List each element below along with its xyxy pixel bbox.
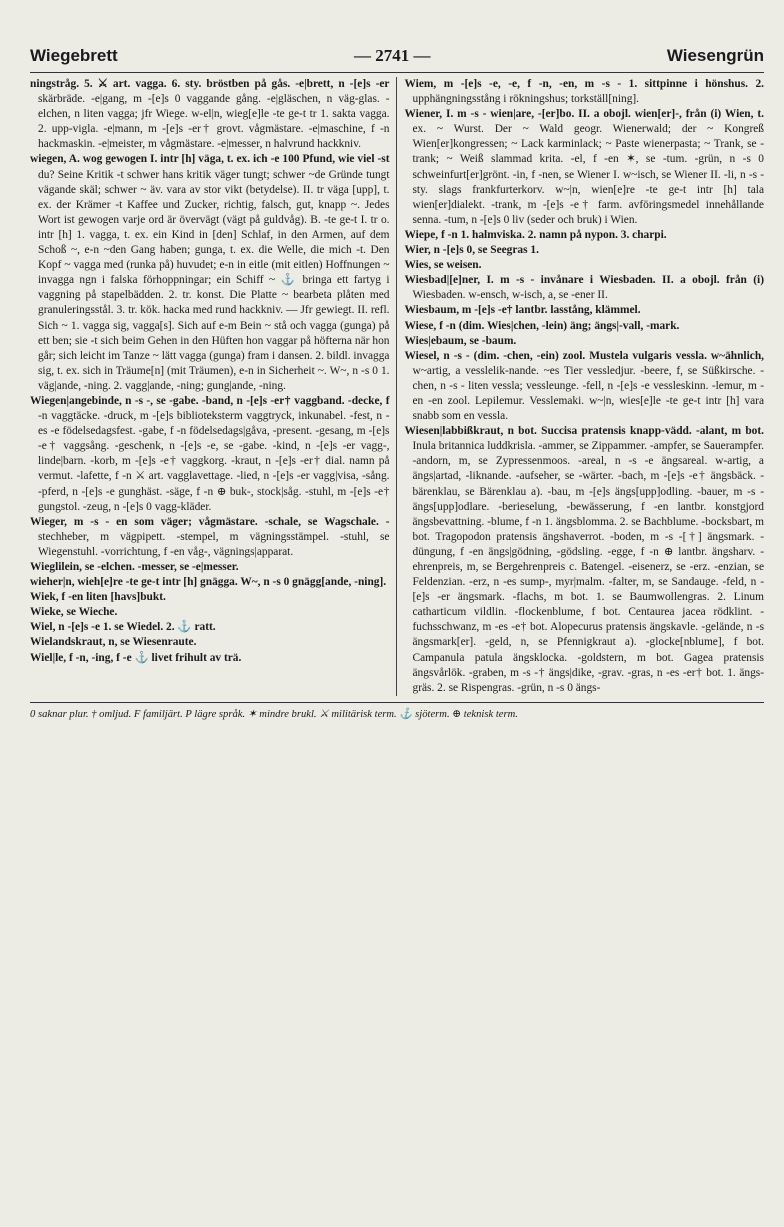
page-number: — 2741 — [354, 46, 431, 65]
entry: Wieger, m -s - en som väger; vågmästare. -schale, se Wagschale. -stechheber, m vägpipett. -stempel, m vägningsstämpel. -stuhl, se Wiegenstuhl. -vorrichtung, f -en våg-, vägnings|apparat. [30, 515, 390, 558]
entry: Wieglilein, se -elchen. -messer, se -e|messer. [30, 561, 239, 573]
entry: ningstråg. 5. ⚔ art. vagga. 6. sty. bröstben på gås. -e|brett, n -[e]s -er skärbräde. -e|gang, m -[e]s 0 vaggande gång. -e|gläschen, n väg-glas. -elchen, n liten vagga; jfr Wiege. w-el|n, wieg[e]le -te ge-t tr 1. sakta vagga. 2. upp-vigla. -e|mann, m -[e]s -er† grovt. vågmästare. -e|maschine, f -n hackmaskin. -e|meister, m vågmästare. -e|messer, n halvrund hackkniv. [30, 78, 390, 151]
entry: Wies|ebaum, se -baum. [404, 334, 517, 347]
entry: Wiepe, f -n 1. halmviska. 2. namn på nypon. 3. charpi. [404, 228, 667, 241]
left-column [30, 77, 396, 696]
header-rule [30, 72, 764, 73]
page-header [30, 46, 764, 66]
entry: Wiesen|labbißkraut, n bot. Succisa pratensis knapp-vädd. -alant, m bot. Inula britannica luddkrisla. -ammer, se Zippammer. -ampfer, se Sauerampfer. -andorn, m, se Zypressenmoos. -areal, n -s -e ängsareal. w-artig, a ängs|artad, -liknande. -aufseher, se -wärter. -bach, m -[e]s -e† ängsbäck. -bärenklau, se Bärenklau a). -bau, m -[e]s ängs[upp]odling. -bauer, m -s - ängs[upp]odlare. -berieselung, -bewässerung, f -en lantbr. konstgjord ängsbevattning. -blume, f -n 1. ängsblomma. 2. se Bachblume. -bocksbart, m bot. Tragopodon pratensis ängshaverrot. -boden, m -s -[†] ängsmark. -düngung, f -en ängs|gödning, -gödsling. -egge, f -n ⊕ lantbr. ängsharv. -ehrenpreis, m, se Bergehrenpreis c. Batengel. -eisenerz, se -erz. -enzian, se Feldenzian. -erz, n -es sump-, myr|malm. -falter, m, se Sandauge. -feld, n -[e]s -er ängsmark. -flachs, m bot. 1. se Baumwollengras. 2. Linum catharticum vildlin. -flockenblume, f bot. Centaurea jacea rödklint. -fuchsschwanz, m -es -e† bot. Alopecurus pratensis ängskavle. -gelände, n -s ängsmark[er]. -geld, n, se Pfennigkraut a). -glocke[nblume], f bot. Campanula patula ängsklocka. -goldstern, m bot. Gagea pratensis ängsvårlök. -graben, m -s -† ängs|dike, -grav. -gras, n -es -er† bot. 1. ängs-gräs. 2. se Rispengras. -grün, n -s 0 ängs- [404, 425, 764, 694]
entry: Wielandskraut, n, se Wiesenraute. [30, 636, 197, 649]
entry: wieher|n, wieh[e]re -te ge-t intr [h] gnägga. W~, n -s 0 gnägg[ande, -ning]. [30, 576, 387, 589]
footer-rule [30, 702, 764, 703]
entry: Wiem, m -[e]s -e, -e, f -n, -en, m -s - 1. sittpinne i hönshus. 2. upphängningsstång i rökningshus; torkställ[ning]. [404, 78, 764, 106]
entry: Wier, n -[e]s 0, se Seegras 1. [404, 244, 539, 257]
entry: Wieke, se Wieche. [30, 606, 118, 619]
entry: Wiese, f -n (dim. Wies|chen, -lein) äng; ängs|-vall, -mark. [404, 319, 680, 332]
entry: Wiesbad|[e]ner, I. m -s - invånare i Wiesbaden. II. a obojl. från (i) Wiesbaden. w-ensch, w-isch, a, se -ener II. [404, 274, 764, 302]
header-right-word: Wiesengrün [666, 46, 764, 65]
entry: Wiegen|angebinde, n -s -, se -gabe. -band, n -[e]s -er† vaggband. -decke, f -n vaggtäcke. -druck, m -[e]s biblioteksterm vaggtryck, inkunabel. -fest, n -es -e födelsedagsfest. -gabe, f -n födelsedags|gåva, -present. -gesang, m -[e]s -e† vaggsång. -geschenk, n -[e]s -e, se -gabe. -kind, n -[e]s -er vagg-, linde|barn. -korb, m -[e]s -e† vaggkorg. -kraut, n -[e]s -er† dial. namn på vermut. -lafette, f -n ⚔ art. vagglavettage. -lied, n -[e]s -er vagg|visa, -sång. -pferd, n -[e]s -e gunghäst. -säge, f -n ⊕ buk-, stock|såg. -stuhl, m -[e]s -e† gungstol. -zeug, n -[e]s 0 vagg-kläder. [30, 394, 390, 513]
columns [30, 77, 764, 696]
entry: Wiek, f -en liten [havs]bukt. [30, 591, 166, 604]
right-column [396, 77, 765, 696]
entry: Wiel, n -[e]s -e 1. se Wiedel. 2. ⚓ ratt. [30, 621, 216, 634]
header-left-word: Wiegebrett [30, 46, 118, 65]
entry: wiegen, A. wog gewogen I. intr [h] väga, t. ex. ich -e 100 Pfund, wie viel -st du? Seine Kritik -t schwer hans kritik väger tungt; schwer ~de Gründe tungt vägande skäl; schwer ~ äv. vara av stor vikt (betydelse). II. tr väga [upp], t. ex. der Krämer -t Kaffee und Zucker, richtig, falsch, gut, knapp ~. Jedes Wort ist gewogen varje ord är övervägt (vägt på guldvåg). B. -te ge-t I. tr o. intr [h] 1. vagga, t. ex. ein Kind in [den] Schlaf, in den Armen, auf dem Schoß ~, e-n ~den Gang haben; gunga, t. ex. die Welle, die mich -t. Den Kopf ~ vagga med (runka på) huvudet; e-n in eitle (mit eitlen) Hoffnungen ~ invagga ngn i falska förhoppningar; ein Schiff ~ ⚓ bringa ett fartyg i vaggning på stapelbädden. 2. tr. konst. Die Platte ~ bearbeta plåten med granuleringsstål. 3. tr. kök. hacka med rund hackkniv. — Jfr gewiegt. II. refl. Sich ~ 1. vagga sig, vagga[s]. Sich auf e-m Bein ~ stå och vagga (gunga) på ett ben; sie -t sich beim Gehen in den Hüften hon vaggar på höfterna när hon går; sich leicht im Tanze ~ lätt vagga (gunga) fram i dansen. 2. bildl. invagga sig, t. ex. sich in Träume[n] (mit Träumen), e-n in Sicherheit ~. W~, n -s 0 1. väg|ande, -ning. 2. vagg|ande, -ning; gung|ande, -ning. [30, 153, 390, 392]
abbreviation-legend: 0 saknar plur. † omljud. F familjärt. P lägre språk. ✶ mindre brukl. ⚔ militärisk term. ⚓ sjöterm. ⊕ teknisk term. [30, 708, 518, 720]
entry: Wiener, I. m -s - wien|are, -[er]bo. II. a obojl. wien[er]-, från (i) Wien, t. ex. ~ Wurst. Der ~ Wald geogr. Wienerwald; der ~ Kongreß Wien[er]kongressen; ~ Lack karminlack; ~ Paste wienerpasta; ~ Trank, se -trank; ~ Weiß slammad krita. -el, f -en ✶, se -tum. -grün, n -s 0 schweinfurt[er]grönt. -in, f -nen, se Wiener I. w~isch, se Wiener II. -li, n -s - sty. slags frankfurterkorv. w~|n, wien[e]re -te ge-t intr [h] tala wien[er]dialekt. -trank, m -[e]s -e† farm. avföringsmedel innehållande senna. -tum, n -[e]s 0 liv (seder och bruk) i Wien. [404, 108, 764, 226]
entry: Wiesbaum, m -[e]s -e† lantbr. lasstång, klämmel. [404, 304, 641, 317]
entry: Wiel|le, f -n, -ing, f -e ⚓ livet frihult av trä. [30, 651, 242, 664]
entry: Wies, se weisen. [404, 259, 482, 272]
entry: Wiesel, n -s - (dim. -chen, -ein) zool. Mustela vulgaris vessla. w~ähnlich, w~artig, a vesslelik-nande. ~es Tier vessledjur. -beere, f, se Süßkirsche. -chen, n -s - liten vessla; vessleunge. -fell, n -[e]s -e vessleskinn. -lemur, m -en -en zool. Lepilemur. Vesslemaki. w~|n, wies[e]le -te ge-t intr [h] vara snabb som en vessla. [404, 349, 764, 423]
